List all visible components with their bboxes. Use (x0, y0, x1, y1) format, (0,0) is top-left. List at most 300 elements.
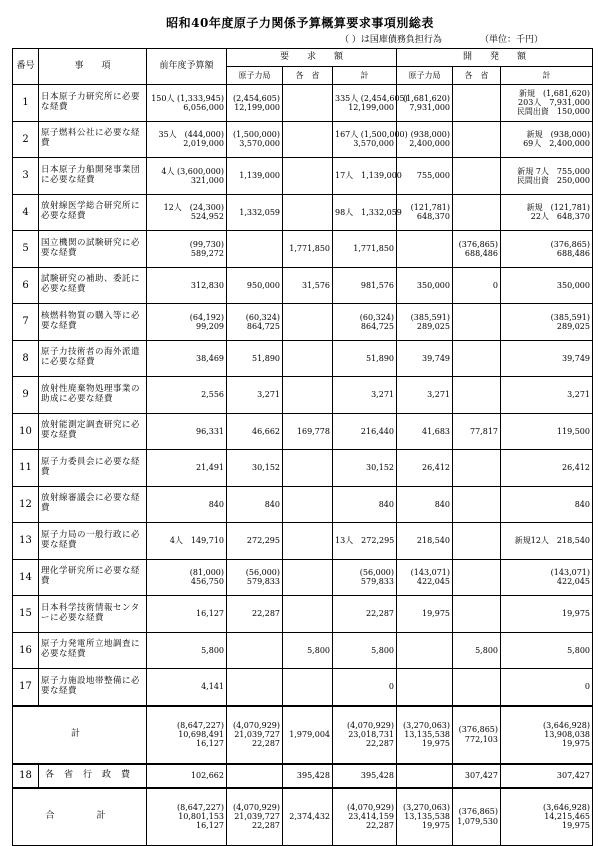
cell-req-aec (227, 194, 283, 231)
cell-prev-line: 456,750 (190, 577, 224, 587)
cell-prev (147, 194, 227, 231)
cell-req-total (333, 377, 397, 414)
cell-prev (147, 559, 227, 596)
cell-dev-total-line: 422,045 (556, 577, 590, 587)
cell-req-other (283, 194, 333, 231)
cell-dev-aec (397, 450, 453, 487)
grand-dev-aec-line: 13,135,538 (404, 811, 450, 821)
grand-prev (147, 788, 227, 846)
cell-dev-other (453, 340, 501, 377)
cell-req-aec (227, 267, 283, 304)
header-prev: 前年度予算額 (147, 49, 227, 85)
row-number: 6 (13, 267, 39, 304)
table-row (13, 304, 593, 341)
header-dev-total: 計 (501, 67, 593, 85)
grand-prev-line: 10,801,153 (178, 811, 224, 821)
grand-dev-aec-line: 19,975 (422, 821, 450, 831)
admin-req-total-line: 395,428 (360, 770, 394, 780)
cell-dev-other-line: 0 (492, 280, 498, 290)
cell-req-aec-line: 1,332,059 (239, 207, 280, 217)
subtotal-dev-aec (397, 706, 453, 764)
row-item-name: 核燃料物質の購入等に必要な経費 (39, 304, 147, 341)
cell-prev-line: 4人 149,710 (169, 536, 224, 546)
table-row (13, 523, 593, 560)
cell-dev-total (501, 486, 593, 523)
cell-dev-aec (397, 377, 453, 414)
cell-prev-line: 12人 (24,300) (163, 203, 224, 213)
cell-dev-aec-line: 19,975 (422, 609, 450, 619)
grand-dev-aec (397, 788, 453, 846)
cell-dev-total-line: 26,412 (562, 463, 590, 473)
cell-dev-total (501, 596, 593, 633)
cell-prev-line: 4,141 (201, 682, 224, 692)
row-number: 17 (13, 669, 39, 706)
cell-dev-aec-line: (1,681,620) (403, 93, 450, 103)
cell-dev-aec (397, 304, 453, 341)
cell-dev-aec-line: 2,400,000 (409, 139, 450, 149)
cell-req-aec-line: 3,271 (257, 390, 280, 400)
cell-dev-aec (397, 559, 453, 596)
subtotal-dev-aec-line: 13,135,538 (404, 729, 450, 739)
cell-dev-other (453, 267, 501, 304)
grand-req-aec (227, 788, 283, 846)
subtotal-req-total-line: 23,018,731 (348, 729, 394, 739)
subtotal-req-total-line: 22,287 (366, 739, 394, 749)
cell-req-other (283, 486, 333, 523)
cell-req-other (283, 559, 333, 596)
cell-dev-aec (397, 596, 453, 633)
grand-req-total-line: 22,287 (366, 821, 394, 831)
subtotal-req-other (283, 706, 333, 764)
row-number: 16 (13, 632, 39, 669)
grand-req-aec-line: 22,287 (252, 821, 280, 831)
document-title: 昭和40年度原子力関係予算概算要求事項別総表 (166, 16, 434, 30)
cell-dev-aec (397, 340, 453, 377)
cell-prev (147, 486, 227, 523)
cell-dev-total (501, 304, 593, 341)
cell-req-aec-line: 864,725 (246, 321, 280, 331)
cell-req-total-line: 3,271 (371, 390, 394, 400)
table-row (13, 340, 593, 377)
cell-dev-aec-line: (143,071) (410, 568, 450, 578)
cell-req-aec-line: 22,287 (252, 609, 280, 619)
cell-dev-aec (397, 194, 453, 231)
cell-req-other (283, 158, 333, 195)
cell-dev-other (453, 231, 501, 268)
cell-dev-total-line: 民間出資 250,000 (516, 175, 590, 185)
row-number: 15 (13, 596, 39, 633)
cell-req-total (333, 669, 397, 706)
row-number: 18 (13, 764, 39, 788)
header-dev-aec: 原子力局 (397, 67, 453, 85)
cell-prev (147, 669, 227, 706)
cell-dev-aec-line: 755,000 (416, 171, 450, 181)
cell-req-total-line: 335人 (2,454,605) (335, 93, 408, 103)
cell-req-total (333, 158, 402, 195)
cell-req-total (333, 340, 397, 377)
subtotal-dev-total-line: 19,975 (562, 739, 590, 749)
cell-dev-total (501, 231, 593, 268)
cell-dev-aec (397, 486, 453, 523)
cell-dev-aec-line: (938,000) (410, 130, 450, 140)
cell-dev-total (501, 669, 593, 706)
cell-dev-total-line: 0 (584, 682, 590, 692)
cell-req-other-line: 169,778 (296, 426, 330, 436)
row-number: 9 (13, 377, 39, 414)
table-row (13, 559, 593, 596)
cell-req-total (333, 121, 408, 158)
cell-dev-total (501, 377, 593, 414)
cell-req-aec-line: 272,295 (246, 536, 280, 546)
cell-req-total (333, 85, 408, 122)
cell-dev-aec-line: 218,540 (416, 536, 450, 546)
cell-prev (147, 267, 227, 304)
cell-dev-aec (397, 669, 453, 706)
cell-dev-total-line: 新規 (938,000) (526, 130, 590, 140)
cell-req-total-line: 30,152 (366, 463, 394, 473)
cell-req-total-line: 13人 272,295 (335, 536, 395, 546)
cell-req-total (333, 450, 397, 487)
row-item-name: 原子力委員会に必要な経費 (39, 450, 147, 487)
cell-dev-aec (397, 231, 453, 268)
cell-prev-line: 840 (208, 499, 224, 509)
cell-dev-aec (397, 413, 453, 450)
cell-prev-line: 16,127 (196, 609, 224, 619)
cell-req-aec-line: (1,500,000) (233, 130, 280, 140)
cell-req-total (333, 194, 402, 231)
cell-dev-other-line: (376,865) (458, 239, 498, 249)
cell-dev-other-line: 77,817 (470, 426, 498, 436)
cell-req-total (333, 486, 397, 523)
cell-req-other (283, 669, 333, 706)
cell-req-total (333, 267, 397, 304)
grand-prev-line: 16,127 (196, 821, 224, 831)
cell-req-total-line: 579,833 (360, 577, 394, 587)
cell-req-other (283, 304, 333, 341)
cell-dev-total (501, 559, 593, 596)
row-item-name: 原子燃料公社に必要な経費 (39, 121, 147, 158)
row-number: 3 (13, 158, 39, 195)
subtotal-dev-other (453, 706, 501, 764)
cell-dev-total-line: 840 (574, 499, 590, 509)
subtotal-label: 計 (13, 706, 147, 764)
cell-req-aec-line: 3,570,000 (239, 139, 280, 149)
cell-req-aec (227, 669, 283, 706)
subtotal-dev-aec-line: 19,975 (422, 739, 450, 749)
subtotal-prev (147, 706, 227, 764)
cell-req-total (333, 523, 397, 560)
cell-req-aec (227, 596, 283, 633)
row-item-name: 原子力発電所立地調査に必要な経費 (39, 632, 147, 669)
table-row (13, 669, 593, 706)
cell-prev-line: 312,830 (190, 280, 224, 290)
cell-dev-other (453, 304, 501, 341)
cell-dev-total-line: 39,749 (562, 353, 590, 363)
row-item-name: 原子力施設地帯整備に必要な経費 (39, 669, 147, 706)
cell-req-aec (227, 340, 283, 377)
admin-dev-other (453, 764, 501, 788)
cell-prev (147, 121, 227, 158)
header-dev-other: 各 省 (453, 67, 501, 85)
cell-prev (147, 413, 227, 450)
row-item-name: 放射能測定調査研究に必要な経費 (39, 413, 147, 450)
table-row (13, 231, 593, 268)
cell-req-aec (227, 523, 283, 560)
cell-prev-line: 524,952 (190, 212, 224, 222)
cell-dev-other (453, 559, 501, 596)
cell-req-other-line: 1,771,850 (289, 244, 330, 254)
table-row (13, 121, 593, 158)
cell-dev-total (501, 121, 593, 158)
subtotal-req-aec-line: 22,287 (252, 739, 280, 749)
subtotal-dev-total (501, 706, 593, 764)
cell-dev-total (501, 267, 593, 304)
cell-req-total-line: 12,199,000 (348, 102, 394, 112)
cell-dev-aec-line: 422,045 (416, 577, 450, 587)
cell-req-other-line: 5,800 (307, 645, 330, 655)
cell-prev-line: 35人 (444,000) (158, 130, 224, 140)
cell-req-total-line: 17人 1,139,000 (335, 171, 402, 181)
cell-req-other (283, 85, 333, 122)
cell-dev-aec-line: 840 (434, 499, 450, 509)
cell-req-total (333, 413, 397, 450)
subtotal-prev-line: 16,127 (196, 739, 224, 749)
cell-dev-other (453, 523, 501, 560)
grand-dev-total-line: 14,215,465 (544, 811, 590, 821)
cell-prev-line: 150人 (1,333,945) (151, 93, 224, 103)
cell-req-aec-line: 950,000 (246, 280, 280, 290)
subtotal-row (13, 706, 593, 764)
cell-req-other (283, 413, 333, 450)
cell-req-aec (227, 559, 283, 596)
grand-req-total (333, 788, 397, 846)
subtotal-dev-aec-line: (3,270,063) (403, 720, 450, 730)
cell-prev-line: 4人 (3,600,000) (161, 166, 224, 176)
row-number: 4 (13, 194, 39, 231)
table-row (13, 596, 593, 633)
cell-req-aec-line: 30,152 (252, 463, 280, 473)
grand-req-aec-line: 21,039,727 (234, 811, 280, 821)
cell-dev-total-line: 688,486 (556, 248, 590, 258)
cell-prev-line: 2,019,000 (183, 139, 224, 149)
budget-table (12, 48, 593, 846)
cell-dev-aec-line: 26,412 (422, 463, 450, 473)
grand-row (13, 788, 593, 846)
cell-dev-other (453, 413, 501, 450)
cell-prev (147, 523, 227, 560)
row-item-name: 日本原子力研究所に必要な経費 (39, 85, 147, 122)
cell-req-total-line: 3,570,000 (353, 139, 394, 149)
cell-dev-aec-line: 39,749 (422, 353, 450, 363)
cell-req-total-line: 1,771,850 (353, 244, 394, 254)
cell-req-total-line: 864,725 (360, 321, 394, 331)
grand-req-other-line: 2,374,432 (289, 811, 330, 821)
cell-prev-line: (64,192) (189, 312, 224, 322)
cell-req-aec-line: 51,890 (252, 353, 280, 363)
cell-dev-aec (397, 121, 453, 158)
table-row (13, 486, 593, 523)
cell-dev-aec (397, 523, 453, 560)
admin-dev-aec (397, 764, 453, 788)
admin-req-other (283, 764, 333, 788)
admin-dev-other-line: 307,427 (464, 770, 498, 780)
unit-text: （単位：千円） (480, 35, 544, 45)
table-row (13, 377, 593, 414)
cell-dev-total-line: 119,500 (556, 426, 590, 436)
row-number: 5 (13, 231, 39, 268)
cell-req-aec (227, 85, 283, 122)
header-request: 要 求 額 (227, 49, 397, 67)
cell-req-aec (227, 231, 283, 268)
cell-prev (147, 158, 227, 195)
cell-req-total (333, 596, 397, 633)
cell-dev-other (453, 194, 501, 231)
cell-dev-total-line: 289,025 (556, 321, 590, 331)
row-number: 8 (13, 340, 39, 377)
table-row (13, 632, 593, 669)
cell-req-other (283, 121, 333, 158)
subtotal-req-aec (227, 706, 283, 764)
cell-dev-total (501, 194, 593, 231)
cell-dev-total (501, 413, 593, 450)
cell-dev-aec (397, 158, 453, 195)
admin-dev-total-line: 307,427 (556, 770, 590, 780)
admin-req-total (333, 764, 397, 788)
cell-req-aec (227, 450, 283, 487)
cell-prev (147, 85, 227, 122)
cell-dev-total-line: (385,591) (550, 312, 590, 322)
cell-dev-total-line: 3,271 (567, 390, 590, 400)
cell-dev-total-line: 19,975 (562, 609, 590, 619)
cell-prev (147, 304, 227, 341)
subtotal-req-total (333, 706, 397, 764)
grand-req-total-line: 23,414,159 (348, 811, 394, 821)
subtotal-req-other-line: 1,979,004 (289, 729, 330, 739)
cell-req-total-line: 98人 1,332,059 (335, 207, 402, 217)
header-development: 開 発 額 (397, 49, 593, 67)
grand-dev-aec-line: (3,270,063) (403, 802, 450, 812)
row-item-name: 原子力技術者の海外派遣に必要な経費 (39, 340, 147, 377)
note-text: （ ）は国庫債務負担行為 (340, 35, 442, 45)
cell-req-other (283, 596, 333, 633)
subtotal-prev-line: (8,647,227) (177, 720, 224, 730)
row-number: 11 (13, 450, 39, 487)
cell-req-total-line: (60,324) (359, 312, 394, 322)
cell-req-total (333, 559, 397, 596)
header-no: 番号 (13, 49, 39, 85)
cell-dev-total (501, 523, 593, 560)
cell-dev-total-line: (143,071) (550, 568, 590, 578)
header-req-aec: 原子力局 (227, 67, 283, 85)
cell-dev-aec-line: (385,591) (410, 312, 450, 322)
cell-req-aec (227, 486, 283, 523)
cell-dev-aec-line: 7,931,000 (409, 102, 450, 112)
admin-label: 各省行政費 (39, 764, 147, 788)
cell-req-aec-line: (56,000) (245, 568, 280, 578)
cell-dev-total (501, 340, 593, 377)
cell-dev-total-line: 69人 2,400,000 (523, 139, 590, 149)
row-number: 13 (13, 523, 39, 560)
cell-dev-aec-line: (121,781) (410, 203, 450, 213)
row-item-name: 日本科学技術情報センターに必要な経費 (39, 596, 147, 633)
cell-prev (147, 340, 227, 377)
subtotal-req-total-line: (4,070,929) (347, 720, 394, 730)
cell-req-total (333, 304, 397, 341)
cell-prev-line: 589,272 (190, 248, 224, 258)
row-item-name: 放射線審議会に必要な経費 (39, 486, 147, 523)
cell-req-total-line: 22,287 (366, 609, 394, 619)
cell-dev-total-line: 203人 7,931,000 (518, 98, 590, 108)
cell-prev (147, 632, 227, 669)
cell-prev (147, 231, 227, 268)
table-row (13, 413, 593, 450)
cell-req-other (283, 523, 333, 560)
cell-prev (147, 450, 227, 487)
cell-req-other (283, 377, 333, 414)
table-row (13, 267, 593, 304)
admin-prev (147, 764, 227, 788)
cell-dev-total-line: 新規 7人 755,000 (517, 166, 590, 176)
cell-req-aec (227, 632, 283, 669)
cell-dev-total-line: 22人 648,370 (530, 212, 590, 222)
cell-req-aec (227, 158, 283, 195)
cell-dev-aec-line: 41,683 (422, 426, 450, 436)
cell-req-total (333, 231, 397, 268)
table-row (13, 85, 593, 122)
admin-req-other-line: 395,428 (296, 770, 330, 780)
cell-prev-line: 38,469 (196, 353, 224, 363)
cell-dev-total (501, 450, 593, 487)
row-number: 10 (13, 413, 39, 450)
cell-prev-line: 6,056,000 (183, 102, 224, 112)
row-item-name: 日本原子力船開発事業団に必要な経費 (39, 158, 147, 195)
cell-dev-aec-line: 3,271 (427, 390, 450, 400)
cell-req-total (333, 632, 397, 669)
grand-dev-total-line: 19,975 (562, 821, 590, 831)
cell-dev-total (501, 632, 593, 669)
cell-dev-other (453, 450, 501, 487)
cell-req-total-line: 167人 (1,500,000) (335, 130, 408, 140)
cell-req-total-line: (56,000) (359, 568, 394, 578)
admin-prev-line: 102,662 (190, 770, 224, 780)
admin-row (13, 764, 593, 788)
row-item-name: 原子力局の一般行政に必要な経費 (39, 523, 147, 560)
cell-dev-total-line: 新規 (1,681,620) (519, 88, 590, 98)
subtotal-req-aec-line: (4,070,929) (233, 720, 280, 730)
cell-dev-aec-line: 648,370 (416, 212, 450, 222)
cell-prev-line: 2,556 (201, 390, 224, 400)
cell-dev-total-line: 民間出資 150,000 (516, 107, 590, 117)
cell-req-total-line: 981,576 (360, 280, 394, 290)
cell-prev-line: 321,000 (190, 175, 224, 185)
subtotal-prev-line: 10,698,491 (178, 729, 224, 739)
cell-dev-other (453, 632, 501, 669)
cell-prev-line: 96,331 (196, 426, 224, 436)
grand-req-total-line: (4,070,929) (347, 802, 394, 812)
cell-req-other (283, 632, 333, 669)
grand-prev-line: (8,647,227) (177, 802, 224, 812)
grand-dev-total-line: (3,646,928) (543, 802, 590, 812)
cell-req-aec-line: 579,833 (246, 577, 280, 587)
cell-prev-line: 99,209 (196, 321, 224, 331)
subtotal-dev-total-line: (3,646,928) (543, 720, 590, 730)
cell-dev-aec (397, 85, 453, 122)
cell-dev-other-line: 5,800 (475, 645, 498, 655)
subtotal-req-aec-line: 21,039,727 (234, 729, 280, 739)
cell-req-aec-line: 12,199,000 (234, 102, 280, 112)
grand-label: 合 計 (13, 788, 147, 846)
cell-req-total-line: 51,890 (366, 353, 394, 363)
